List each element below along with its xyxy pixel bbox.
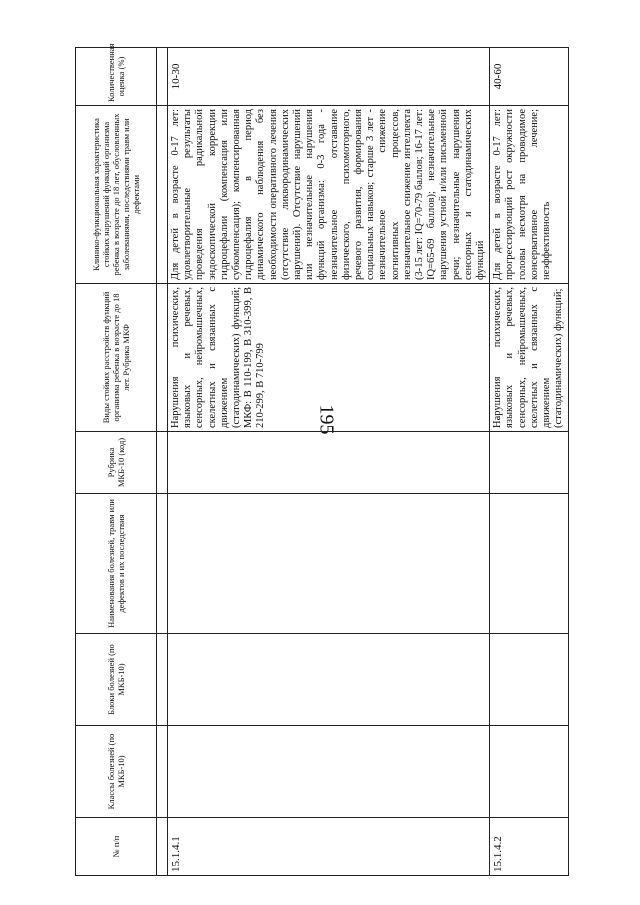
header-quantitative-assessment: Количественная оценка (%): [76, 48, 157, 106]
table-spacer-row: [157, 48, 168, 876]
header-disease-names: Наименования болезней, травм или дефектов и их последствия: [76, 494, 157, 634]
table-row: [168, 48, 490, 876]
rotated-table-container: [75, 43, 565, 876]
row-characteristic: Для детей в возрасте 0-17 лет: удовлетворительные результаты проведения радикальной эндоскопической коррекции гидроцефалии (компенсация или субкомпенсация); компенсированная гидроцефалия в период динамического наблюдения без необходимости оперативного лечения (отсутствие ликвородинамических нарушений). Отсутствие нарушений или незначительные нарушения функций организма: 0-3 года - незначительное отставание физического, психомоторного, речевого развития, формирования социальных навыков; старше 3 лет - незначительное снижение когнитивных процессов, незначительное снижение интеллекта (3-15 лет: IQ=70-79 баллов; 16-17 лет: IQ=65-69 баллов); незначительные нарушения устной и/или письменной речи; незначительные нарушения сенсорных и статодинамических функций: [168, 106, 490, 284]
row-number: 15.1.4.1: [168, 818, 490, 876]
table-header-row: [76, 48, 157, 876]
row-disease-class: [168, 726, 490, 818]
row-impairments: Нарушения психических, языковых и речевых, сенсорных, нейромышечных, скелетных и связанных с движением (статодинамических) функций; МКФ: В 110-199, В 310-399, В 210-299, В 710-799: [168, 284, 490, 432]
row-disease-class: [490, 726, 568, 818]
row-icd-code: [168, 432, 490, 494]
row-disease-block: [168, 634, 490, 726]
row-disease-block: [490, 634, 568, 726]
header-function-impairments: Виды стойких расстройств функций организма ребенка в возрасте до 18 лет. Рубрика МКФ: [76, 284, 157, 432]
table-row: [490, 48, 568, 876]
header-clinical-characteristic: Клинико-функциональная характеристика стойких нарушений функций организма ребенка в возрасте до 18 лет, обусловленных заболеваниями, последствиями травм или дефектами: [76, 106, 157, 284]
row-impairments: Нарушения психических, языковых и речевых, сенсорных, нейромышечных, скелетных и связанных с движением (статодинамических) функций;: [490, 284, 568, 432]
row-disease-name: [168, 494, 490, 634]
header-disease-blocks: Блоки болезней (по МКБ-10): [76, 634, 157, 726]
disability-criteria-table: [75, 43, 569, 876]
row-number: 15.1.4.2: [490, 818, 568, 876]
row-disease-name: [490, 494, 568, 634]
header-icd-code: Рубрика МКБ-10 (код): [76, 432, 157, 494]
row-percent: 10-30: [168, 48, 490, 106]
page-number: 195: [315, 404, 338, 435]
header-number: № п/п: [76, 818, 157, 876]
row-percent: 40-60: [490, 48, 568, 106]
header-disease-classes: Классы болезней (по МКБ-10): [76, 726, 157, 818]
row-characteristic: Для детей в возрасте 0-17 лет: прогрессирующий рост окружности головы несмотря на проводимое консервативное лечение; неэффективность: [490, 106, 568, 284]
row-icd-code: [490, 432, 568, 494]
